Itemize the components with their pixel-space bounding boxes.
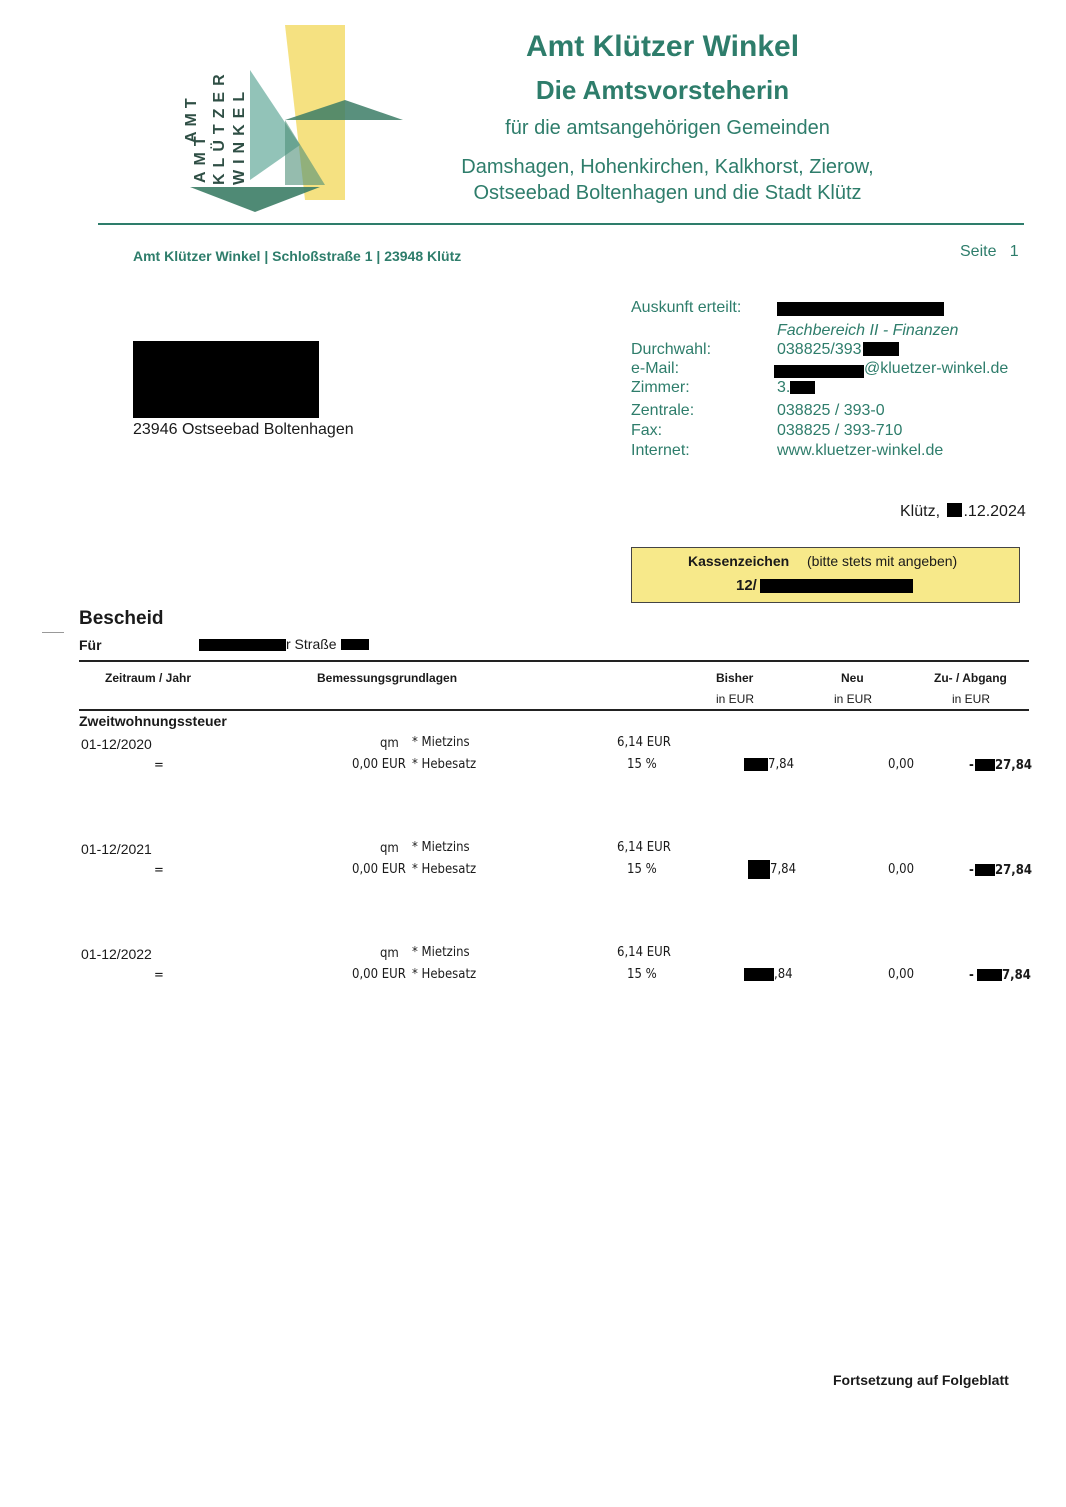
row-zuab: 7,84 — [1002, 968, 1031, 983]
row-neu: 0,00 — [888, 967, 915, 982]
row-neu: 0,00 — [888, 757, 915, 772]
redaction — [975, 864, 995, 876]
redaction — [748, 860, 770, 879]
row-bisher: ,84 — [774, 967, 793, 982]
row-qm: qm — [380, 946, 399, 961]
col-unit-neu: in EUR — [834, 692, 873, 706]
auskunft-label: Auskunft erteilt: — [631, 299, 742, 316]
date-prefix: Klütz, — [900, 503, 941, 520]
recipient-city: 23946 Ostseebad Boltenhagen — [133, 421, 354, 438]
durchwahl-value: 038825/393 — [777, 341, 862, 358]
durchwahl-label: Durchwahl: — [631, 341, 712, 358]
row-eur: 0,00 EUR — [352, 757, 406, 772]
redaction — [774, 365, 864, 378]
row-mietzins-value: 6,14 EUR — [617, 945, 671, 960]
row-qm: qm — [380, 841, 399, 856]
redaction — [760, 579, 913, 593]
row-bisher: 7,84 — [768, 757, 795, 772]
letter-date — [900, 503, 1026, 521]
table-rule-top — [79, 660, 1029, 662]
row-qm: qm — [380, 736, 399, 751]
row-zuab-prefix: - — [969, 968, 974, 983]
header-divider — [98, 223, 1024, 225]
row-mietzins-value: 6,14 EUR — [617, 735, 671, 750]
zimmer-label: Zimmer: — [631, 379, 690, 396]
fachbereich: Fachbereich II - Finanzen — [777, 322, 959, 339]
logo-text-amt-vertical: AMT — [192, 130, 209, 183]
redaction — [744, 758, 768, 771]
row-period: 01-12/2021 — [81, 841, 152, 857]
redaction — [341, 639, 369, 650]
redaction — [863, 342, 899, 356]
continuation-note: Fortsetzung auf Folgeblatt — [833, 1372, 1009, 1388]
date-suffix: .12.2024 — [963, 503, 1026, 520]
internet-label: Internet: — [631, 442, 690, 459]
kassenzeichen-number: 12/ — [736, 577, 757, 594]
redaction — [744, 968, 774, 981]
col-header-basis: Bemessungsgrundlagen — [317, 671, 458, 685]
col-header-zuab: Zu- / Abgang — [934, 671, 1007, 685]
col-unit-bisher: in EUR — [716, 692, 755, 706]
fuer-label: Für — [79, 637, 102, 653]
redaction — [947, 503, 962, 517]
property-street: r Straße — [286, 636, 337, 652]
col-header-period: Zeitraum / Jahr — [105, 671, 192, 685]
row-mietzins-label: * Mietzins — [412, 735, 470, 750]
zentrale-value: 038825 / 393-0 — [777, 402, 885, 419]
sender-line: Amt Klützer Winkel | Schloßstraße 1 | 23948 Klütz — [133, 248, 462, 264]
row-hebesatz-value: 15 % — [627, 862, 657, 877]
row-eur: 0,00 EUR — [352, 862, 406, 877]
row-period: 01-12/2020 — [81, 736, 152, 752]
logo-text-amt: AMT — [183, 93, 200, 143]
redaction — [199, 639, 286, 651]
internet-value: www.kluetzer-winkel.de — [777, 442, 944, 459]
authority-line-3: Ostseebad Boltenhagen und die Stadt Klütz — [473, 182, 862, 204]
col-unit-zuab: in EUR — [952, 692, 991, 706]
kassenzeichen-label: Kassenzeichen — [688, 553, 790, 569]
redaction — [777, 302, 944, 316]
row-zuab: 27,84 — [995, 758, 1032, 773]
email-label: e-Mail: — [631, 360, 680, 377]
row-zuab-prefix: - — [969, 758, 974, 773]
col-header-neu: Neu — [841, 671, 864, 685]
table-rule-header — [79, 709, 1029, 711]
redaction — [790, 381, 815, 394]
redaction — [977, 969, 1002, 981]
authority-line-2: Damshagen, Hohenkirchen, Kalkhorst, Zierow, — [461, 156, 874, 178]
col-header-bisher: Bisher — [716, 671, 754, 685]
row-hebesatz-label: * Hebesatz — [412, 967, 477, 982]
email-value: @kluetzer-winkel.de — [864, 360, 1009, 377]
row-eur: 0,00 EUR — [352, 967, 406, 982]
row-neu: 0,00 — [888, 862, 915, 877]
row-hebesatz-value: 15 % — [627, 757, 657, 772]
row-equals: = — [154, 863, 164, 878]
row-hebesatz-label: * Hebesatz — [412, 862, 477, 877]
logo — [185, 25, 410, 215]
row-mietzins-label: * Mietzins — [412, 945, 470, 960]
authority-line-1: für die amtsangehörigen Gemeinden — [505, 117, 830, 139]
row-equals: = — [154, 968, 164, 983]
authority-subtitle: Die Amtsvorsteherin — [535, 75, 790, 105]
redaction — [975, 759, 995, 771]
zimmer-value: 3. — [777, 379, 791, 396]
fax-label: Fax: — [631, 422, 663, 439]
page-number: Seite 1 — [960, 243, 1019, 260]
kassenzeichen-note: (bitte stets mit angeben) — [807, 553, 958, 569]
logo-text-winkel: WINKEL — [231, 85, 248, 185]
recipient-redaction — [133, 341, 319, 418]
row-hebesatz-label: * Hebesatz — [412, 757, 477, 772]
logo-text-kluetzer: KLÜTZER — [211, 68, 228, 185]
row-mietzins-value: 6,14 EUR — [617, 840, 671, 855]
zentrale-label: Zentrale: — [631, 402, 695, 419]
row-zuab-prefix: - — [969, 863, 974, 878]
fold-mark — [42, 632, 64, 633]
row-bisher: 7,84 — [770, 862, 797, 877]
row-mietzins-label: * Mietzins — [412, 840, 470, 855]
fax-value: 038825 / 393-710 — [777, 422, 903, 439]
authority-title: Amt Klützer Winkel — [525, 30, 800, 63]
section-title: Zweitwohnungssteuer — [79, 713, 227, 729]
row-zuab: 27,84 — [995, 863, 1032, 878]
row-equals: = — [154, 758, 164, 773]
row-hebesatz-value: 15 % — [627, 967, 657, 982]
bescheid-title: Bescheid — [79, 608, 164, 629]
row-period: 01-12/2022 — [81, 946, 152, 962]
